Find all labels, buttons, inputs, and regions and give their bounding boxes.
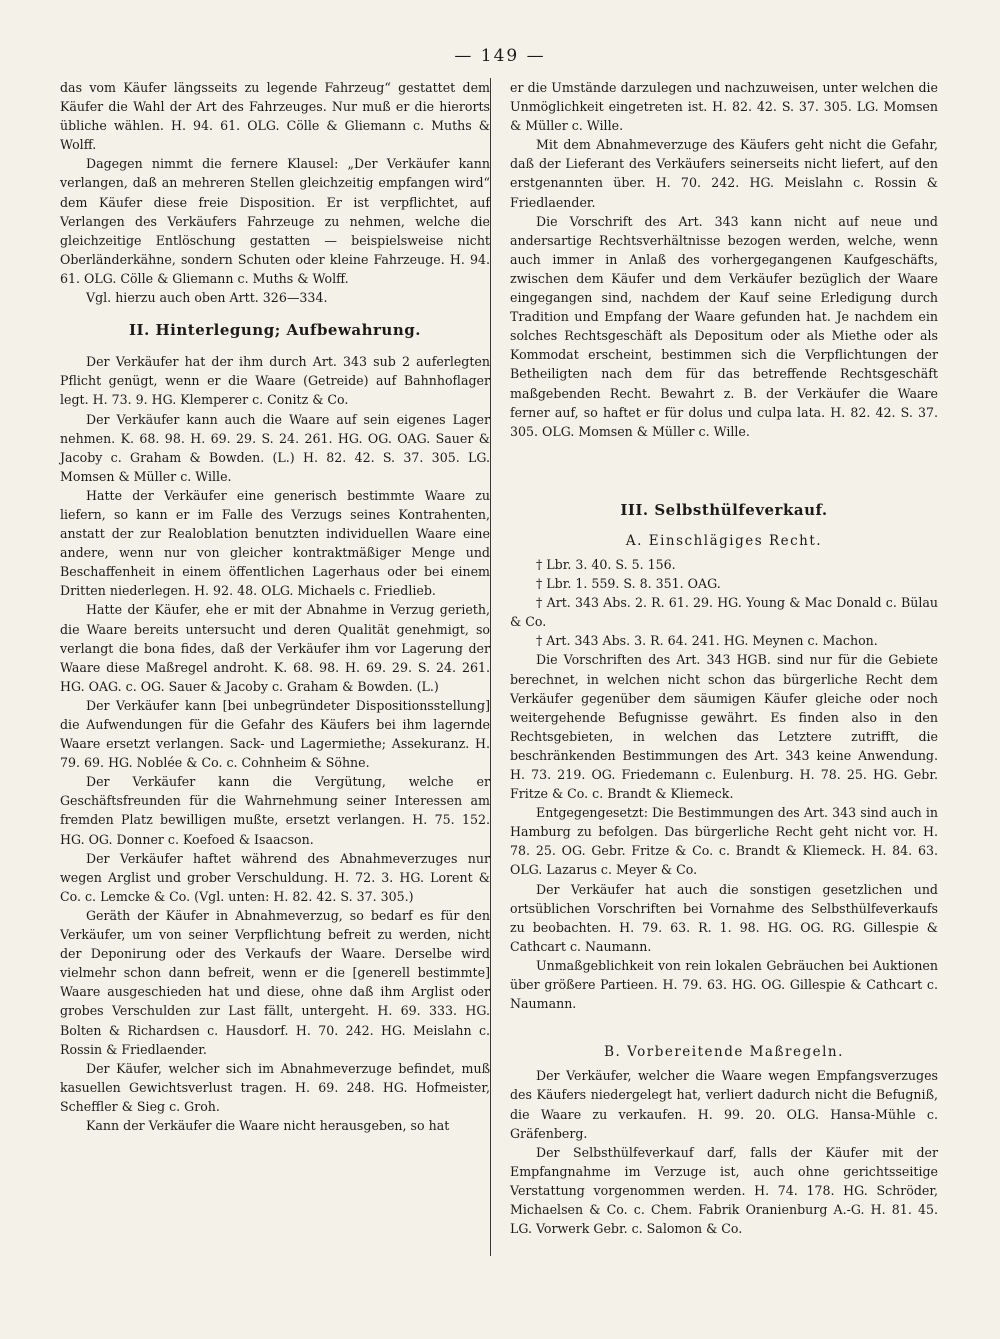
paragraph: Der Verkäufer, welcher die Waare wegen Empfangsverzuges des Käufers niedergelegt hat, verliert dadurch nicht die Befugniß, die Waare zu verkaufen. H. 99. 20. OLG. Hansa-Mühle c. Gräfenberg.	[510, 1068, 938, 1141]
subheading-a: A. Einschlägiges Recht.	[625, 532, 823, 549]
paragraph: Hatte der Verkäufer eine generisch bestimmte Waare zu liefern, so kann er im Falle des Verzugs seines Kontrahenten, anstatt der zur Realoblation benutzten individuellen Waare eine andere, wenn nur von gleicher kontraktmäßiger Menge und Beschaffenheit in einem öffentlichen Lagerhaus oder bei einem Dritten niederlegen. H. 92. 48. OLG. Michaels c. Friedlieb.	[60, 487, 490, 599]
paragraph: Der Verkäufer kann die Vergütung, welche er Geschäftsfreunden für die Wahrnehmung seiner Interessen am fremden Platz bewilligen mußte, ersetzt verlangen. H. 75. 152. HG. OG. Donner c. Koefoed & Isaacson.	[60, 774, 490, 847]
section-heading-ii: II. Hinterlegung; Aufbewahrung.	[129, 321, 421, 340]
page-number: — 149 —	[454, 46, 546, 66]
section-heading-iii: III. Selbsthülfeverkauf.	[620, 500, 828, 519]
citation-line: † Art. 343 Abs. 3. R. 64. 241. HG. Meynen c. Machon.	[536, 633, 878, 649]
citation-line: † Art. 343 Abs. 2. R. 61. 29. HG. Young & Mac Donald c. Bülau & Co.	[510, 595, 938, 630]
paragraph: Kann der Verkäufer die Waare nicht herausgeben, so hat	[86, 1117, 450, 1133]
paragraph: Der Verkäufer kann auch die Waare auf sein eigenes Lager nehmen. K. 68. 98. H. 69. 29. S. 24. 261. HG. OG. OAG. Sauer & Jacoby c. Graham & Bowden. (L.) H. 82. 42. S. 37. 305. LG. Momsen & Müller c. Wille.	[60, 411, 490, 484]
citation-line: † Lbr. 1. 559. S. 8. 351. OAG.	[536, 576, 721, 592]
paragraph: Die Vorschriften des Art. 343 HGB. sind nur für die Gebiete berechnet, in welchen nicht schon das bürgerliche Recht dem Verkäufer gegenüber dem säumigen Käufer gleiche oder noch weitergehende Befugnisse gewährt. Es finden also in den Rechtsgebieten, in welchen das Letztere zutrifft, die beschränkenden Bestimmungen des Art. 343 keine Anwendung. H. 73. 219. OG. Friedemann c. Eulenburg. H. 78. 25. HG. Gebr. Fritze & Co. c. Brandt & Kliemeck.	[510, 652, 938, 802]
paragraph: das vom Käufer längsseits zu legende Fahrzeug“ gestattet dem Käufer die Wahl der Art des Fahrzeuges. Nur muß er die hierorts übliche wählen. H. 94. 61. OLG. Cölle & Gliemann c. Muths & Wolff.	[60, 80, 490, 153]
left-column	[60, 78, 490, 1135]
right-column	[510, 78, 938, 1238]
paragraph: Der Käufer, welcher sich im Abnahmeverzuge befindet, muß kasuellen Gewichtsverlust tragen. H. 69. 248. HG. Hofmeister, Scheffler & Sieg c. Groh.	[60, 1060, 490, 1114]
paragraph: Die Vorschrift des Art. 343 kann nicht auf neue und andersartige Rechtsverhältnisse bezogen werden, welche, wenn auch immer in Anlaß des vorhergegangenen Kaufgeschäfts, zwischen dem Käufer und dem Verkäufer bezüglich der Waare eingegangen sind, nachdem der Kauf seine Erledigung durch Tradition und Empfang der Waare gefunden hat. Je nachdem ein solches Rechtsgeschäft als Depositum oder als Miethe oder als Kommodat erscheint, bestimmen sich die Verpflichtungen der Betheiligten nach dem für das betreffende Rechtsgeschäft maßgebenden Recht. Bewahrt z. B. der Verkäufer die Waare ferner auf, so haftet er für dolus und culpa lata. H. 82. 42. S. 37. 305. OLG. Momsen & Müller c. Wille.	[510, 213, 938, 439]
paragraph: Hatte der Käufer, ehe er mit der Abnahme in Verzug gerieth, die Waare bereits untersucht und deren Qualität genehmigt, so verlangt die bona fides, daß der Verkäufer ihm vor Lagerung der Waare diese Maßregel androht. K. 68. 98. H. 69. 29. S. 24. 261. HG. OAG. c. OG. Sauer & Jacoby c. Graham & Bowden. (L.)	[60, 602, 490, 694]
paragraph: Mit dem Abnahmeverzuge des Käufers geht nicht die Gefahr, daß der Lieferant des Verkäufers seinerseits nicht liefert, auf den erstgenannten über. H. 70. 242. HG. Meislahn c. Rossin & Friedlaender.	[510, 137, 938, 210]
paragraph: Der Selbsthülfeverkauf darf, falls der Käufer mit der Empfangnahme im Verzuge ist, auch ohne gerichtsseitige Verstattung vorgenommen werden. H. 74. 178. HG. Schröder, Michaelsen & Co. c. Chem. Fabrik Oranienburg A.-G. H. 81. 45. LG. Vorwerk Gebr. c. Salomon & Co.	[510, 1144, 938, 1237]
paragraph: Geräth der Käufer in Abnahmeverzug, so bedarf es für den Verkäufer, um von seiner Verpflichtung befreit zu werden, nicht der Deponirung oder des Verkaufs der Waare. Derselbe wird vielmehr schon dann befreit, wenn er die [generell bestimmte] Waare ausgeschieden hat und diese, ohne daß ihm Arglist oder grobes Verschulden zur Last fällt, untergeht. H. 69. 333. HG. Bolten & Richardsen c. Hausdorf. H. 70. 242. HG. Meislahn c. Rossin & Friedlaender.	[60, 907, 490, 1057]
paragraph: er die Umstände darzulegen und nachzuweisen, unter welchen die Unmöglichkeit eingetreten ist. H. 82. 42. S. 37. 305. LG. Momsen & Müller c. Wille.	[510, 80, 938, 134]
paragraph: Dagegen nimmt die fernere Klausel: „Der Verkäufer kann verlangen, daß an mehreren Stellen gleichzeitig empfangen wird“ dem Käufer diese freie Disposition. Er ist verpflichtet, auf Verlangen des Verkäufers Fahrzeuge zu nehmen, welche die gleichzeitige Entlöschung gestatten — beispielsweise nicht Oberländerkähne, sondern Schuten oder kleine Fahrzeuge. H. 94. 61. OLG. Cölle & Gliemann c. Muths & Wolff.	[60, 156, 490, 286]
column-divider	[490, 78, 491, 1256]
paragraph: Der Verkäufer hat der ihm durch Art. 343 sub 2 auferlegten Pflicht genügt, wenn er die Waare (Getreide) auf Bahnhoflager legt. H. 73. 9. HG. Klemperer c. Conitz & Co.	[60, 354, 490, 408]
paragraph: Entgegengesetzt: Die Bestimmungen des Art. 343 sind auch in Hamburg zu befolgen. Das bürgerliche Recht geht nicht vor. H. 78. 25. OG. Gebr. Fritze & Co. c. Brandt & Kliemeck. H. 84. 63. OLG. Lazarus c. Meyer & Co.	[510, 805, 938, 878]
subheading-b: B. Vorbereitende Maßregeln.	[604, 1044, 844, 1061]
paragraph: Der Verkäufer hat auch die sonstigen gesetzlichen und ortsüblichen Vorschriften bei Vornahme des Selbsthülfeverkaufs zu beobachten. H. 79. 63. R. 1. 98. HG. OG. RG. Gillespie & Cathcart c. Naumann.	[510, 881, 938, 954]
paragraph: Unmaßgeblichkeit von rein lokalen Gebräuchen bei Auktionen über größere Partieen. H. 79. 63. HG. OG. Gillespie & Cathcart c. Naumann.	[510, 957, 938, 1012]
paragraph: Der Verkäufer haftet während des Abnahmeverzuges nur wegen Arglist und grober Verschuldung. H. 72. 3. HG. Lorent & Co. c. Lemcke & Co. (Vgl. unten: H. 82. 42. S. 37. 305.)	[60, 850, 490, 904]
citation-line: † Lbr. 3. 40. S. 5. 156.	[536, 556, 676, 572]
paragraph: Der Verkäufer kann [bei unbegründeter Dispositionsstellung] die Aufwendungen für die Gefahr des Käufers bei ihm lagernde Waare ersetzt verlangen. Sack- und Lagermiethe; Assekuranz. H. 79. 69. HG. Noblée & Co. c. Cohnheim & Söhne.	[60, 697, 490, 771]
paragraph: Vgl. hierzu auch oben Artt. 326—334.	[86, 290, 328, 306]
